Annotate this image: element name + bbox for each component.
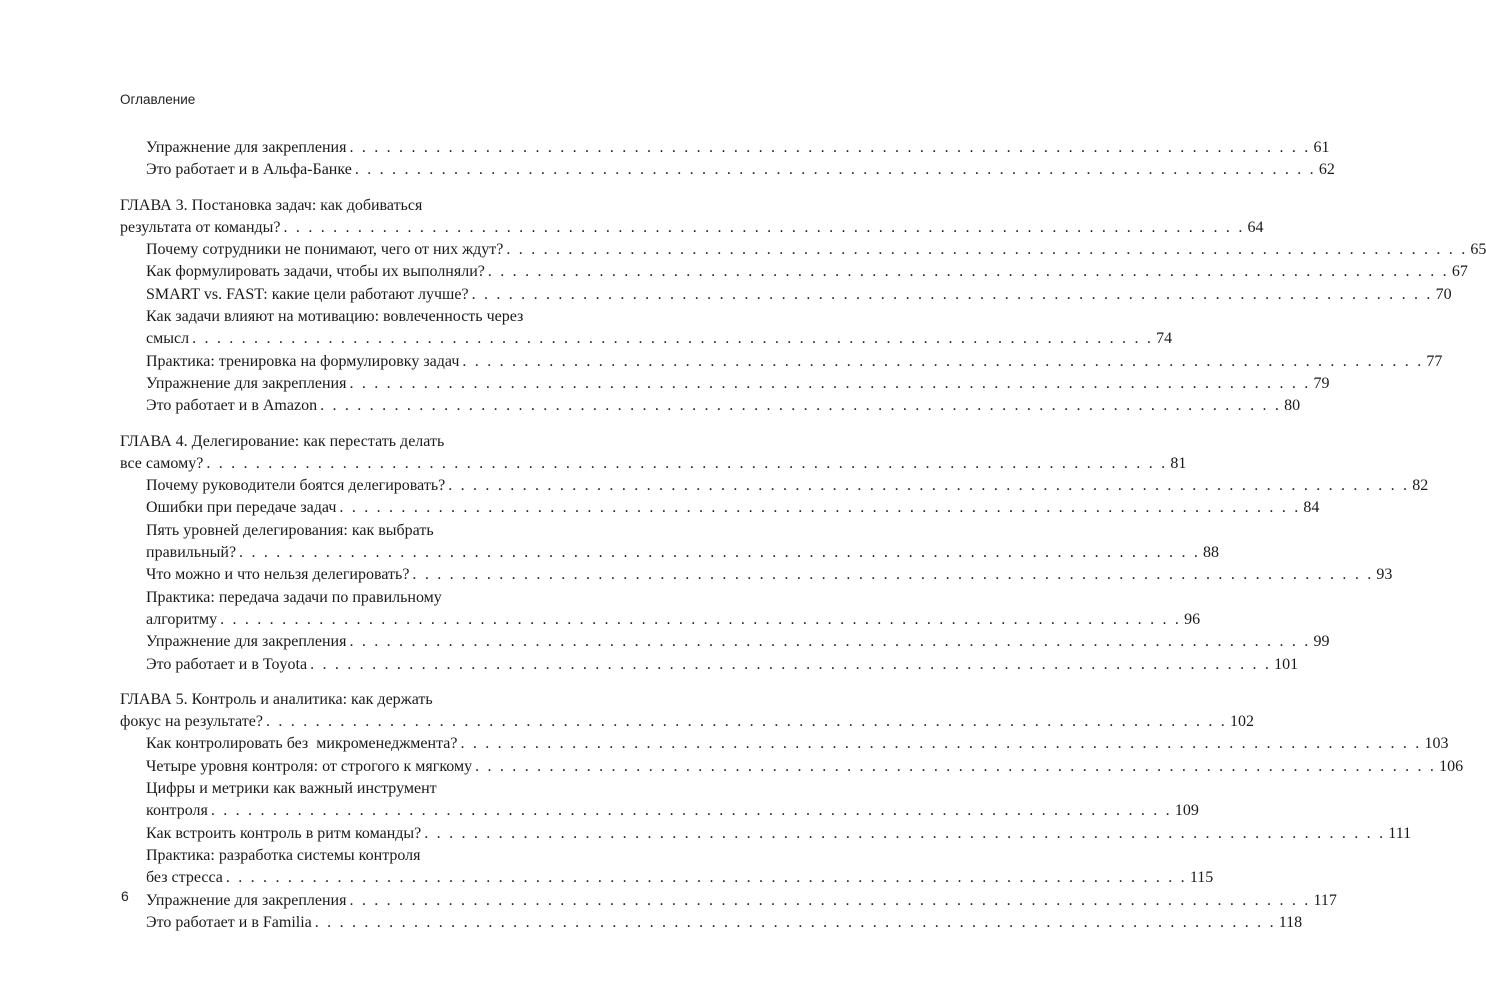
chapter-title-line1: ГЛАВА 3. Постановка задач: как добиваться (120, 196, 423, 214)
toc-entry[interactable] (120, 912, 1303, 934)
toc-entry-title: Как формулировать задачи, чтобы их выполняли? (146, 263, 485, 281)
toc-chapter-5 (120, 689, 1464, 934)
chapter-title-line1: ГЛАВА 5. Контроль и аналитика: как держать (120, 690, 433, 708)
toc-entry-page: 93 (1376, 566, 1393, 584)
toc-entry-page: 109 (1174, 802, 1199, 820)
toc-leader-dots: . . . . . . . . . . . . . . . . . . . . . . . . . . . . . . . . . . . . . . . . . . . . . . . . . . . . . . . . . . . . . . . . . . . . . . . . . . . . . . (460, 735, 1422, 753)
toc-entry-title: Как встроить контроль в ритм команды? (146, 824, 422, 842)
toc-entry-title-cont: алгоритму (146, 610, 218, 628)
toc-entry[interactable] (120, 306, 586, 328)
toc-entry-title: Почему руководители боятся делегировать? (146, 477, 446, 495)
toc-entry-page: 80 (1284, 397, 1301, 415)
toc-entry-page: 118 (1278, 913, 1303, 931)
toc-entry-title: Почему сотрудники не понимают, чего от них ждут? (146, 241, 504, 259)
toc-entry-title: Это работает и в Amazon (146, 397, 318, 415)
toc-leader-dots: . . . . . . . . . . . . . . . . . . . . . . . . . . . . . . . . . . . . . . . . . . . . . . . . . . . . . . . . . . . . . . . . . . . . . . . . . . . . . . (192, 330, 1154, 348)
toc-entry-title: Как задачи влияют на мотивацию: вовлеченность через (146, 308, 524, 326)
toc-leader-dots: . . . . . . . . . . . . . . . . . . . . . . . . . . . . . . . . . . . . . . . . . . . . . . . . . . . . . . . . . . . . . . . . . . . . . . . . . . . . . . (506, 241, 1468, 259)
toc-entry-page: 103 (1424, 735, 1449, 753)
chapter-title-line2: фокус на результате? (120, 713, 263, 731)
toc-entry-title: Практика: передача задачи по правильному (146, 588, 442, 606)
toc-entry-page: 61 (1313, 139, 1330, 156)
toc-entry-title: SMART vs. FAST: какие цели работают лучше? (146, 285, 469, 303)
toc-entry[interactable] (120, 654, 1299, 676)
chapter-title-line2: все самому? (120, 454, 204, 472)
toc-entry-page: 65 (1470, 241, 1486, 259)
toc-leader-dots: . . . . . . . . . . . . . . . . . . . . . . . . . . . . . . . . . . . . . . . . . . . . . . . . . . . . . . . . . . . . . . . . . . . . . . . . . . . . . . (266, 713, 1227, 731)
toc-leader-dots: . . . . . . . . . . . . . . . . . . . . . . . . . . . . . . . . . . . . . . . . . . . . . . . . . . . . . . . . . . . . . . . . . . . . . . . . . . . . . . (471, 285, 1433, 303)
toc-leader-dots: . . . . . . . . . . . . . . . . . . . . . . . . . . . . . . . . . . . . . . . . . . . . . . . . . . . . . . . . . . . . . . . . . . . . . . . . . . . . . . (354, 161, 1316, 179)
toc-entry-page: 115 (1189, 869, 1214, 887)
chapter-page: 102 (1230, 713, 1254, 731)
toc-entry[interactable] (120, 564, 1393, 586)
toc-entry-title: Цифры и метрики как важный инструмент (146, 780, 437, 798)
toc-entry-page: 106 (1439, 757, 1464, 775)
toc-entry-title-cont: без стресса (146, 869, 223, 887)
toc-leader-dots: . . . . . . . . . . . . . . . . . . . . . . . . . . . . . . . . . . . . . . . . . . . . . . . . . . . . . . . . . . . . . . . . . . . . . . . . . . . . . . (283, 218, 1245, 236)
toc-entry[interactable] (120, 587, 586, 609)
toc-entry-title-cont: правильный? (146, 544, 237, 562)
toc-leader-dots: . . . . . . . . . . . . . . . . . . . . . . . . . . . . . . . . . . . . . . . . . . . . . . . . . . . . . . . . . . . . . . . . . . . . . . . . . . . . . . (339, 499, 1301, 517)
toc-entry-title: Это работает и в Альфа-Банке (146, 161, 352, 179)
toc-entry-title: Практика: тренировка на формулировку задач (146, 352, 460, 370)
toc-entry[interactable] (120, 239, 1486, 261)
toc-entry[interactable] (120, 520, 586, 542)
toc-entry-title: Это работает и в Toyota (146, 655, 308, 673)
toc-leader-dots: . . . . . . . . . . . . . . . . . . . . . . . . . . . . . . . . . . . . . . . . . . . . . . . . . . . . . . . . . . . . . . . . . . . . . . . . . . . . . . (412, 566, 1374, 584)
toc-entry-title: Как контролировать без микроменеджмента? (146, 735, 458, 753)
toc-leader-dots: . . . . . . . . . . . . . . . . . . . . . . . . . . . . . . . . . . . . . . . . . . . . . . . . . . . . . . . . . . . . . . . . . . . . . . . . . . . . . . (349, 891, 1311, 909)
toc-entry[interactable] (120, 823, 1412, 845)
chapter-heading-cont[interactable] (120, 217, 1264, 239)
toc-entry-title: Упражнение для закрепления (146, 633, 347, 651)
toc-entry-cont[interactable] (120, 800, 1199, 822)
chapter-heading[interactable] (120, 431, 586, 453)
toc-entry-page: 88 (1203, 544, 1220, 562)
toc-leader-dots: . . . . . . . . . . . . . . . . . . . . . . . . . . . . . . . . . . . . . . . . . . . . . . . . . . . . . . . . . . . . . . . . . . . . . . . . . . . . . . (210, 802, 1172, 820)
toc-entry-title: Практика: разработка системы контроля (146, 846, 421, 864)
toc-leader-dots: . . . . . . . . . . . . . . . . . . . . . . . . . . . . . . . . . . . . . . . . . . . . . . . . . . . . . . . . . . . . . . . . . . . . . . . . . . . . . . (349, 139, 1311, 156)
toc-leader-dots: . . . . . . . . . . . . . . . . . . . . . . . . . . . . . . . . . . . . . . . . . . . . . . . . . . . . . . . . . . . . . . . . . . . . . . . . . . . . . . (310, 655, 1272, 673)
toc-leader-dots: . . . . . . . . . . . . . . . . . . . . . . . . . . . . . . . . . . . . . . . . . . . . . . . . . . . . . . . . . . . . . . . . . . . . . . . . . . . . . . (314, 913, 1276, 931)
chapter-title-line2: результата от команды? (120, 218, 281, 236)
chapter-heading[interactable] (120, 195, 586, 217)
toc-entry-page: 117 (1313, 891, 1337, 909)
toc-entry-page: 62 (1318, 161, 1335, 179)
toc-leader-dots: . . . . . . . . . . . . . . . . . . . . . . . . . . . . . . . . . . . . . . . . . . . . . . . . . . . . . . . . . . . . . . . . . . . . . . . . . . . . . . (462, 352, 1424, 370)
toc-entry[interactable] (120, 845, 586, 867)
toc-leader-dots: . . . . . . . . . . . . . . . . . . . . . . . . . . . . . . . . . . . . . . . . . . . . . . . . . . . . . . . . . . . . . . . . . . . . . . . . . . . . . . (239, 544, 1201, 562)
page-number: 6 (121, 888, 129, 904)
toc-entry-title: Упражнение для закрепления (146, 891, 347, 909)
toc-entry[interactable] (120, 497, 1320, 519)
chapter-page: 64 (1247, 218, 1264, 236)
toc-entry-page: 111 (1388, 824, 1412, 842)
chapter-heading[interactable] (120, 689, 586, 711)
toc-entry-cont[interactable] (120, 328, 1173, 350)
toc-chapter-4 (120, 431, 1429, 676)
toc-entry-page: 77 (1426, 352, 1443, 370)
toc-entry-page: 99 (1313, 633, 1330, 651)
table-of-contents (120, 137, 1486, 934)
toc-entry[interactable] (120, 261, 1468, 283)
toc-entry[interactable] (120, 159, 1335, 181)
toc-entry-title: Что можно и что нельзя делегировать? (146, 566, 410, 584)
toc-entry[interactable] (120, 631, 1330, 653)
toc-entry[interactable] (120, 890, 1337, 912)
toc-leader-dots: . . . . . . . . . . . . . . . . . . . . . . . . . . . . . . . . . . . . . . . . . . . . . . . . . . . . . . . . . . . . . . . . . . . . . . . . . . . . . . (320, 397, 1282, 415)
chapter-heading-cont[interactable] (120, 711, 1254, 733)
toc-leader-dots: . . . . . . . . . . . . . . . . . . . . . . . . . . . . . . . . . . . . . . . . . . . . . . . . . . . . . . . . . . . . . . . . . . . . . . . . . . . . . . (349, 633, 1311, 651)
toc-entry[interactable] (120, 756, 1464, 778)
toc-leader-dots: . . . . . . . . . . . . . . . . . . . . . . . . . . . . . . . . . . . . . . . . . . . . . . . . . . . . . . . . . . . . . . . . . . . . . . . . . . . . . . (225, 869, 1187, 887)
toc-entry-cont[interactable] (120, 867, 1214, 889)
toc-entry-cont[interactable] (120, 542, 1220, 564)
chapter-title-line1: ГЛАВА 4. Делегирование: как перестать делать (120, 432, 445, 450)
toc-entry[interactable] (120, 373, 1330, 395)
toc-entry[interactable] (120, 137, 1330, 159)
toc-leader-dots: . . . . . . . . . . . . . . . . . . . . . . . . . . . . . . . . . . . . . . . . . . . . . . . . . . . . . . . . . . . . . . . . . . . . . . . . . . . . . . (424, 824, 1386, 842)
toc-entry[interactable] (120, 395, 1301, 417)
toc-entry-cont[interactable] (120, 609, 1201, 631)
toc-leader-dots: . . . . . . . . . . . . . . . . . . . . . . . . . . . . . . . . . . . . . . . . . . . . . . . . . . . . . . . . . . . . . . . . . . . . . . . . . . . . . . (475, 757, 1437, 775)
toc-entry-page: 74 (1156, 330, 1173, 348)
running-head: Оглавление (120, 92, 196, 107)
toc-entry-title-cont: смысл (146, 330, 190, 348)
toc-entry-page: 70 (1435, 285, 1452, 303)
toc-chapter-3 (120, 195, 1486, 418)
toc-entry-page: 84 (1303, 499, 1320, 517)
toc-entry-title: Ошибки при передаче задач (146, 499, 337, 517)
toc-entry-title: Это работает и в Familia (146, 913, 312, 931)
toc-entry[interactable] (120, 733, 1449, 755)
toc-entry-page: 96 (1184, 610, 1201, 628)
toc-entry-title: Четыре уровня контроля: от строгого к мягкому (146, 757, 473, 775)
chapter-heading-cont[interactable] (120, 453, 1187, 475)
toc-entry-title: Упражнение для закрепления (146, 139, 347, 156)
toc-leader-dots: . . . . . . . . . . . . . . . . . . . . . . . . . . . . . . . . . . . . . . . . . . . . . . . . . . . . . . . . . . . . . . . . . . . . . . . . . . . . . . (220, 610, 1182, 628)
toc-leader-dots: . . . . . . . . . . . . . . . . . . . . . . . . . . . . . . . . . . . . . . . . . . . . . . . . . . . . . . . . . . . . . . . . . . . . . . . . . . . . . . (487, 263, 1449, 281)
toc-entry-page: 101 (1274, 655, 1299, 673)
toc-entry-title: Упражнение для закрепления (146, 374, 347, 392)
chapter-page: 81 (1170, 454, 1187, 472)
toc-entry[interactable] (120, 778, 586, 800)
toc-leader-dots: . . . . . . . . . . . . . . . . . . . . . . . . . . . . . . . . . . . . . . . . . . . . . . . . . . . . . . . . . . . . . . . . . . . . . . . . . . . . . . (206, 454, 1168, 472)
toc-leader-dots: . . . . . . . . . . . . . . . . . . . . . . . . . . . . . . . . . . . . . . . . . . . . . . . . . . . . . . . . . . . . . . . . . . . . . . . . . . . . . . (448, 477, 1410, 495)
toc-entry[interactable] (120, 475, 1429, 497)
toc-entry[interactable] (120, 351, 1443, 373)
toc-entry-title: Пять уровней делегирования: как выбрать (146, 521, 434, 539)
toc-entry-page: 79 (1313, 374, 1330, 392)
toc-entry-page: 67 (1451, 263, 1468, 281)
toc-leader-dots: . . . . . . . . . . . . . . . . . . . . . . . . . . . . . . . . . . . . . . . . . . . . . . . . . . . . . . . . . . . . . . . . . . . . . . . . . . . . . . (349, 374, 1311, 392)
toc-entry-title-cont: контроля (146, 802, 208, 820)
toc-entry-page: 82 (1412, 477, 1429, 495)
toc-entry[interactable] (120, 284, 1452, 306)
